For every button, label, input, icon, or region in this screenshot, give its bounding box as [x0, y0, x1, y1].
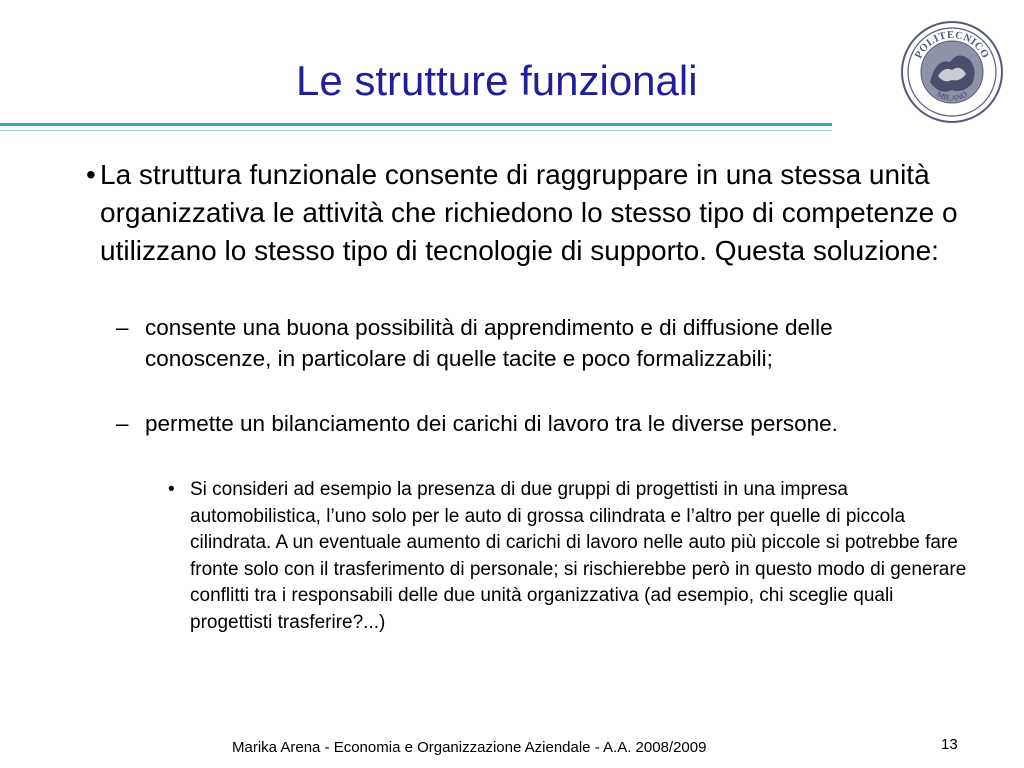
dash-marker: –	[116, 411, 129, 436]
bullet-marker-small: •	[168, 479, 175, 500]
dash-marker: –	[116, 315, 129, 340]
politecnico-seal-icon	[900, 20, 1004, 124]
page-number: 13	[941, 736, 958, 753]
bullet-main-text: La struttura funzionale consente di raggruppare in una stessa unità organizzativa le attività che richiedono lo stesso tipo di competenze o utilizzano lo stesso tipo di tecnologie di supporto. Questa soluzione:	[100, 159, 958, 266]
bullet-marker: •	[86, 159, 96, 190]
seal-text-bottom: MILANO	[935, 89, 969, 103]
footer-text: Marika Arena - Economia e Organizzazione Aziendale - A.A. 2008/2009	[232, 739, 707, 756]
sub-bullet-1: consente una buona possibilità di apprendimento e di diffusione delle conoscenze, in particolare di quelle tacite e poco formalizzabili;	[145, 315, 833, 371]
seal-text-top: POLITECNICO	[913, 29, 991, 61]
title-underline	[0, 123, 832, 126]
sub-sub-bullet-1: Si consideri ad esempio la presenza di due gruppi di progettisti in una impresa automobilistica, l’uno solo per le auto di grossa cilindrata e l’altro per quelle di piccola cilindrata. A un eventuale aumento di carichi di lavoro nelle auto più piccole si potrebbe fare fronte solo con il trasferimento di personale; si rischierebbe però in questo modo di generare conflitti tra i responsabili delle due unità organizzativa (ad esempio, chi sceglie quali progettisti trasferire?...)	[190, 479, 967, 633]
slide-title: Le strutture funzionali	[296, 57, 698, 104]
sub-bullet-2: permette un bilanciamento dei carichi di lavoro tra le diverse persone.	[145, 411, 838, 436]
title-underline-thin	[0, 130, 832, 131]
